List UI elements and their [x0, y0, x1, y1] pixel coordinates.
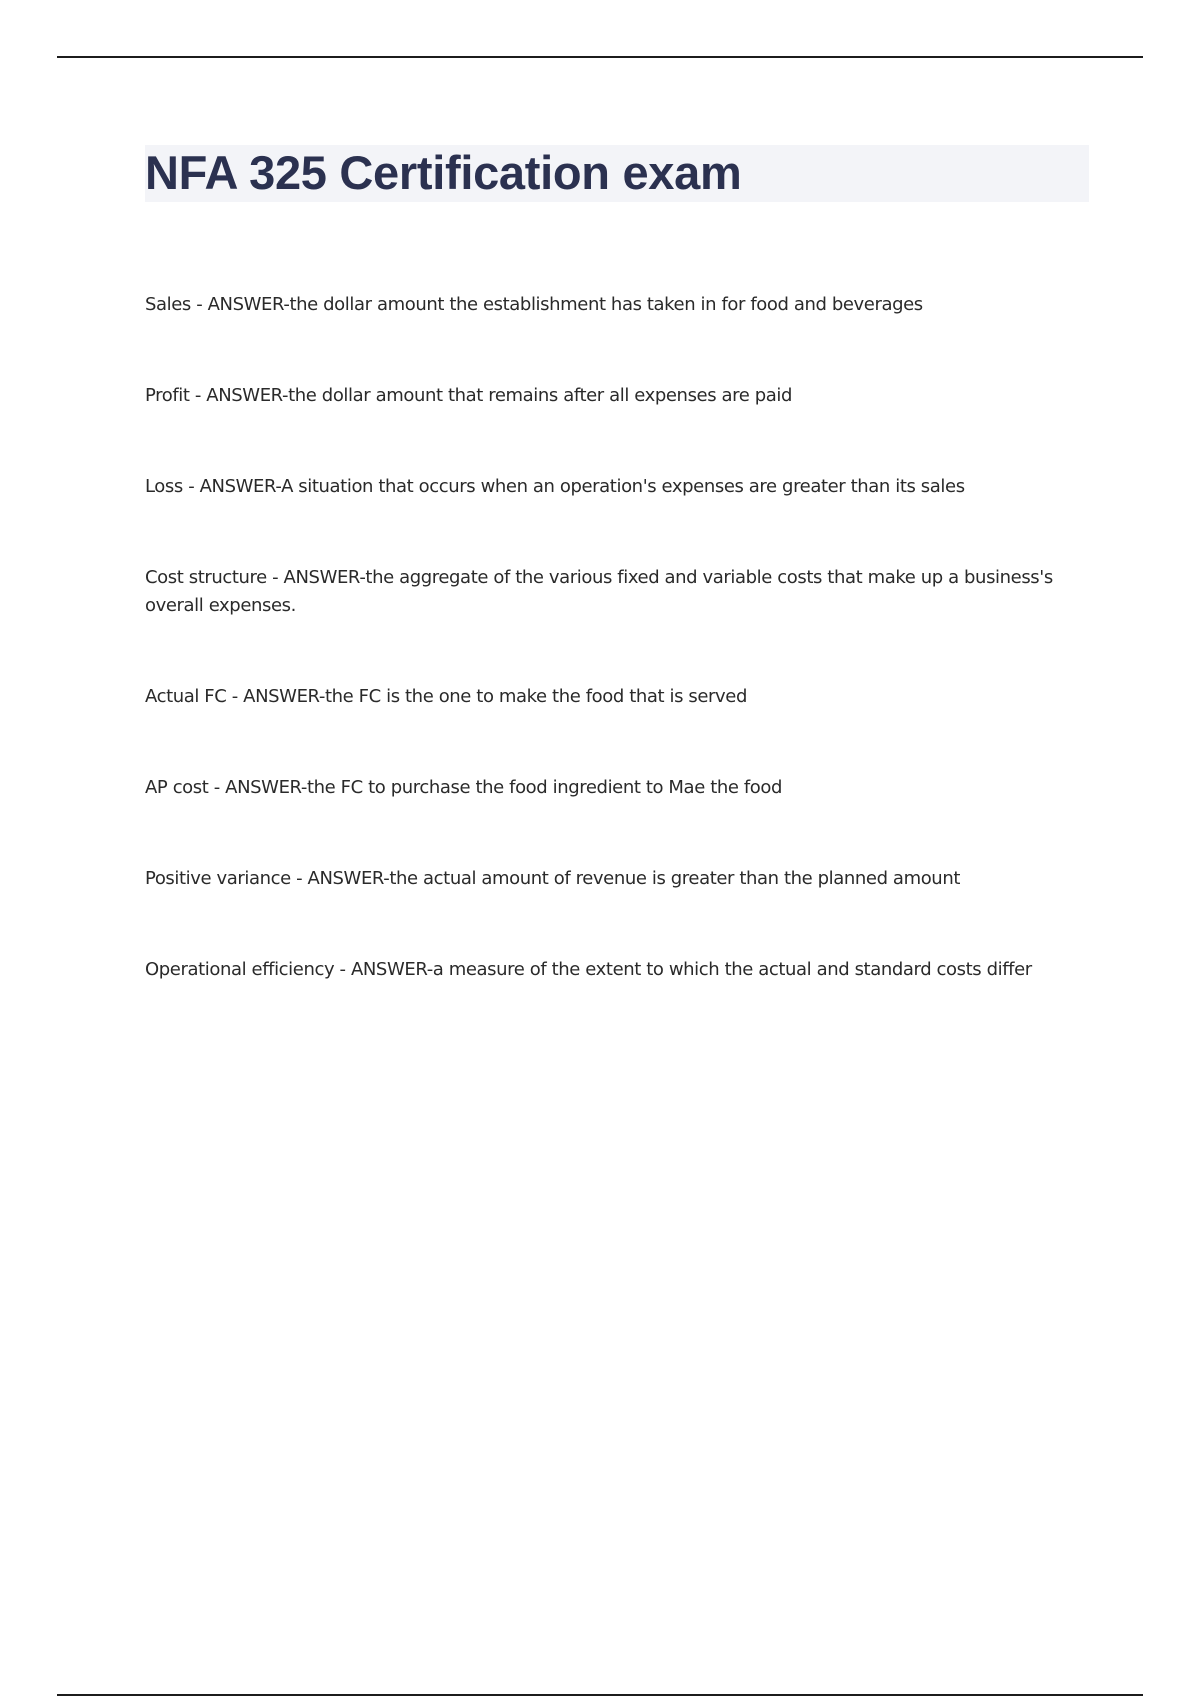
- page-title: NFA 325 Certification exam: [145, 146, 742, 199]
- qa-list: [145, 291, 1085, 1047]
- qa-entry-cost-structure: Cost structure - ANSWER-the aggregate of the various fixed and variable costs that make up a business's overall expenses.: [145, 567, 1053, 616]
- bottom-divider: [57, 1694, 1143, 1696]
- qa-entry-ap-cost: AP cost - ANSWER-the FC to purchase the food ingredient to Mae the food: [145, 777, 783, 798]
- qa-entry-profit: Profit - ANSWER-the dollar amount that remains after all expenses are paid: [145, 385, 793, 406]
- qa-entry-actual-fc: Actual FC - ANSWER-the FC is the one to make the food that is served: [145, 686, 747, 707]
- top-divider: [57, 56, 1143, 58]
- qa-entry-positive-variance: Positive variance - ANSWER-the actual amount of revenue is greater than the planned amount: [145, 868, 960, 889]
- qa-entry-loss: Loss - ANSWER-A situation that occurs when an operation's expenses are greater than its sales: [145, 476, 965, 497]
- qa-entry-sales: Sales - ANSWER-the dollar amount the establishment has taken in for food and beverages: [145, 294, 923, 315]
- qa-entry-operational-efficiency: Operational efficiency - ANSWER-a measure of the extent to which the actual and standard costs differ: [145, 959, 1032, 980]
